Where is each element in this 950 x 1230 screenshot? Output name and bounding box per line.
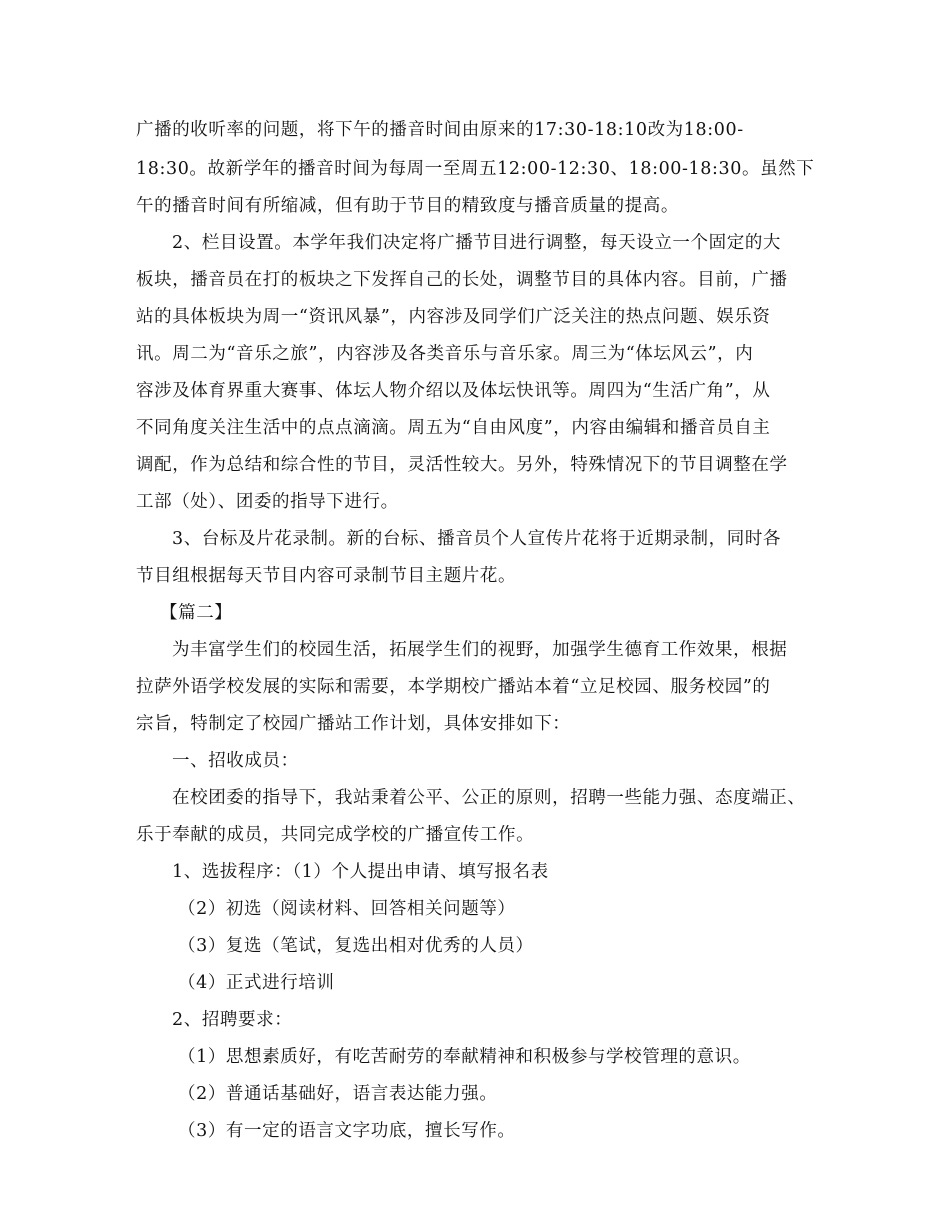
paragraph-line: 广播的收听率的问题，将下午的播音时间由原来的17:30-18:10改为18:00- [136,120,744,140]
paragraph-line: 节目组根据每天节目内容可录制节目主题片花。 [136,566,517,586]
paragraph-line: 2、栏目设置。本学年我们决定将广播节目进行调整，每天设立一个固定的大 [172,233,782,253]
paragraph-line: 在校团委的指导下，我站秉着公平、公正的原则，招聘一些能力强、态度端正、 [172,788,806,808]
paragraph-line: 乐于奉献的成员，共同完成学校的广播宣传工作。 [136,825,535,845]
paragraph-line: 为丰富学生们的校园生活，拓展学生们的视野，加强学生德育工作效果，根据 [172,640,788,660]
list-item: （1）思想素质好，有吃苦耐劳的奉献精神和积极参与学校管理的意识。 [178,1047,751,1067]
paragraph-line: 午的播音时间有所缩减，但有助于节目的精致度与播音质量的提高。 [136,196,679,216]
paragraph-line: 板块，播音员在打的板块之下发挥自己的长处，调整节目的具体内容。目前，广播 [136,270,788,290]
paragraph-line: 调配，作为总结和综合性的节目，灵活性较大。另外，特殊情况下的节目调整在学 [136,455,788,475]
list-item: （3）有一定的语言文字功底，擅长写作。 [178,1121,516,1141]
paragraph-line: 工部（处）、团委的指导下进行。 [136,492,399,512]
list-item: （2）初选（阅读材料、回答相关问题等） [178,899,516,919]
paragraph-line: 容涉及体育界重大赛事、体坛人物介绍以及体坛快讯等。周四为“生活广角”，从 [136,381,771,401]
section-heading: 【篇二】 [160,603,233,623]
paragraph-line: 3、台标及片花录制。新的台标、播音员个人宣传片花将于近期录制，同时各 [172,529,782,549]
list-item: 1、选拔程序：（1）个人提出申请、填写报名表 [172,862,549,882]
list-item: （4）正式进行培训 [178,973,335,993]
paragraph-line: 不同角度关注生活中的点点滴滴。周五为“自由风度”，内容由编辑和播音员自主 [136,418,771,438]
paragraph-line: 讯。周二为“音乐之旅”，内容涉及各类音乐与音乐家。周三为“体坛风云”，内 [136,344,754,364]
paragraph-line: 站的具体板块为周一“资讯风暴”，内容涉及同学们广泛关注的热点问题、娱乐资 [136,307,771,327]
paragraph-line: 18:30。故新学年的播音时间为每周一至周五12:00-12:30、18:00-18:30。虽然下 [136,159,815,179]
paragraph-line: 拉萨外语学校发展的实际和需要，本学期校广播站本着“立足校园、服务校园”的 [136,677,771,697]
list-item: （2）普通话基础好，语言表达能力强。 [178,1084,498,1104]
list-item: 2、招聘要求： [172,1010,293,1030]
list-item: （3）复选（笔试，复选出相对优秀的人员） [178,936,534,956]
paragraph-line: 宗旨，特制定了校园广播站工作计划，具体安排如下： [136,714,571,734]
subheading: 一、招收成员： [172,751,299,771]
